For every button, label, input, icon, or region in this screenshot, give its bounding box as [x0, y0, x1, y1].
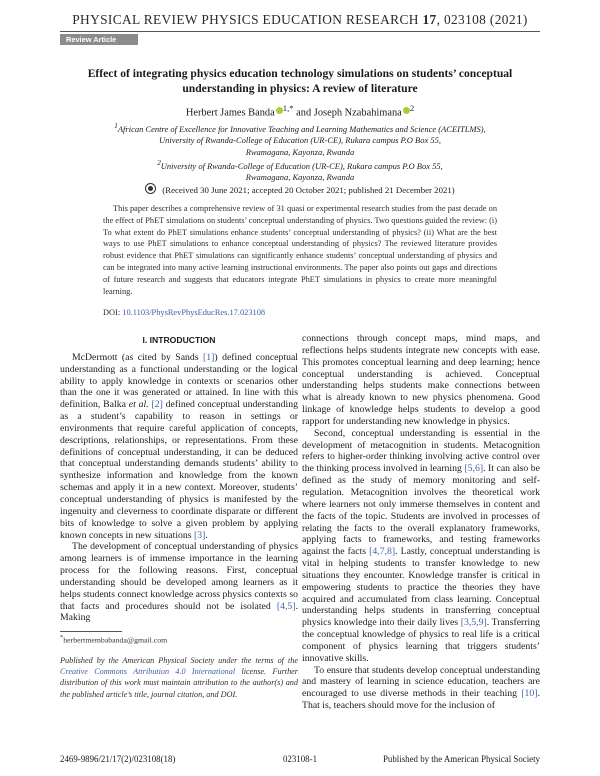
doi-line: [103, 308, 265, 317]
author-2-marks: 2: [409, 103, 415, 113]
text-run: Published by the American Physical Society under the terms of the: [60, 656, 298, 665]
footer-page-number: 023108-1: [282, 754, 318, 764]
text-run: . Lastly, conceptual understanding is vital in helping students to transfer knowledge to new situations they encounter. Knowledge transfer is critical in empowering students to practice the theories they have acquired and accumulated from class learning. Conceptual understanding helps students in transferring conceptual physics knowledge into their daily lives: [302, 546, 540, 629]
affiliation-2-line-1: University of Rwanda-College of Education (UR-CE), Rukara campus P.O Box 55,: [160, 160, 443, 171]
citation-link[interactable]: [4,5]: [276, 600, 296, 612]
history-text: (Received 30 June 2021; accepted 20 October 2021; published 21 December 2021): [162, 185, 455, 195]
abstract: This paper describes a comprehensive review of 31 quasi or experimental research studies from the past decade on the effect of PhET simulations on students’ conceptual understanding of physics. Two questions guided the review: (i) To what extent do PhET simulations enhance students’ conceptual understanding of physics? (ii) What are the best ways to use PhET simulations to enhance conceptual understanding of physics? The reviewed literature provides robust evidence that PhET simulations can significantly enhance students’ conceptual understanding of physics and can be integrated into many active learning instructional environments. The paper also points out gaps and directions of future research and suggests that educators integrate PhET simulations in physics to create more meaningful learning.: [103, 204, 497, 296]
doi-link[interactable]: 10.1103/PhysRevPhysEducRes.17.023108: [122, 308, 266, 317]
text-run: McDermott (as cited by Sands: [72, 351, 204, 363]
text-run: . That is, teachers should move for the inclusion of: [302, 688, 540, 712]
article-title: [60, 66, 540, 96]
text-run: .: [205, 529, 208, 541]
citation-link[interactable]: [3]: [194, 529, 206, 541]
publication-history: [60, 183, 540, 195]
paragraph: [302, 428, 540, 665]
journal-issue-info: , 023108 (2021): [436, 12, 528, 27]
affiliation-2: [60, 158, 540, 172]
affiliations: [60, 121, 540, 184]
text-run: . It can also be defined as the study of memory monitoring and self-regulation. Metacognition involves the theoretical work where learners not only immerse themselves in content and the facts of the topic. Students are involved in processes of relating the facts to the overall explanatory frameworks, applying facts to frameworks, and testing frameworks against the facts: [302, 463, 540, 558]
text-run: . Transferring the conceptual knowledge of physics to real life is a critical component of physics learning that triggers students’ innovative skills.: [302, 617, 540, 664]
text-run: ) defined conceptual understanding as a functional understanding or the logical ability to apply knowledge in contexts or scenarios other than the one it was generated or attained. In line with this definition, Balka: [60, 351, 298, 411]
affiliation-1-line-3: Rwamagana, Kayonza, Rwanda: [245, 146, 355, 157]
title-line-1: Effect of integrating physics education technology simulations on students’ conceptual: [87, 67, 513, 80]
article-type-label: Review Article: [60, 34, 138, 45]
paragraph: connections through concept maps, mind maps, and reflections helps students integrate new concepts with ease. This promotes conceptual learning and deep learning; hence conceptual understanding is achieved. Conceptual understanding helps students make connections between what is already known to new physics phenomena. Good linkage of knowledge helps students to develop a good rapport for understanding new knowledge in physics.: [302, 333, 540, 427]
citation-link[interactable]: [3,5,9]: [460, 617, 487, 629]
footer-publisher: Published by the American Physical Society: [382, 754, 540, 764]
citation-link[interactable]: [4,7,8]: [369, 546, 396, 558]
text-run: To ensure that students develop conceptual understanding and mastery of learning in science education, teachers are encouraged to use diverse methods in their teaching: [302, 664, 540, 700]
orcid-icon[interactable]: [276, 107, 283, 114]
footnote-mark: *: [60, 634, 64, 641]
affiliation-2-number: 2: [157, 159, 161, 168]
affiliation-1: [60, 121, 540, 135]
author-1-name[interactable]: Herbert James Banda: [185, 107, 275, 119]
footnote-rule: [60, 631, 122, 632]
journal-name: PHYSICAL REVIEW PHYSICS EDUCATION RESEARCH: [72, 12, 419, 27]
affiliation-1-line-1: African Centre of Excellence for Innovative Teaching and Learning Mathematics and Science (ACEITLMS),: [117, 123, 486, 134]
doi-label: DOI:: [103, 308, 121, 317]
history-icon[interactable]: [145, 183, 156, 194]
license-note: [60, 655, 298, 700]
section-heading: I. INTRODUCTION: [142, 335, 216, 345]
title-line-2: understanding in physics: A review of literature: [182, 82, 418, 95]
author-2-name[interactable]: Joseph Nzabahimana: [313, 107, 402, 119]
text-run: defined conceptual understanding as a student’s capability to reason in settings or environments that require careful application of concepts, descriptions, relationships, or representations. From these definitions of conceptual understanding, it can be deduced that conceptual understanding demands students’ ability to synthesize information and knowledge from the known schemas and apply it in a new context. Moreover, students’ conceptual understanding of physics is manifested by the ingenuity and cleverness to coordinate disparate or different bits of knowledge to solve a given problem by applying known concepts in new situations: [60, 399, 299, 541]
header-rule: [60, 31, 540, 32]
footnote: [60, 634, 167, 645]
orcid-icon[interactable]: [403, 107, 410, 114]
affiliation-1-number: 1: [114, 122, 118, 130]
text-run: . Making: [60, 600, 298, 624]
paragraph: [60, 541, 298, 624]
journal-volume: 17: [422, 12, 437, 27]
paragraph: [60, 352, 298, 542]
citation-link[interactable]: [5,6]: [464, 463, 484, 475]
citation-link[interactable]: [1]: [203, 351, 215, 363]
author-conjunction: and: [296, 107, 312, 119]
text-run: The development of conceptual understanding of physics among learners is of immense importance in the learning process for the following reasons. First, conceptual understanding should be developed among learners as it helps students connect knowledge across physics contexts so that facts and procedures should not be isolated: [60, 541, 298, 612]
left-column: [60, 333, 298, 624]
footer-issn: 2469-9896/21/17(2)/023108(18): [60, 754, 176, 764]
author-1-marks: 1,*: [282, 103, 294, 113]
author-list: [60, 103, 540, 118]
journal-header: [0, 12, 600, 28]
affiliation-1-line-2: University of Rwanda-College of Education (UR-CE), Rukara campus P.O Box 55,: [159, 135, 441, 146]
corresponding-email[interactable]: herbertmembabanda@gmail.com: [63, 635, 168, 645]
license-link[interactable]: Creative Commons Attribution 4.0 International: [60, 667, 236, 677]
citation-link[interactable]: [2]: [151, 399, 163, 411]
text-run: Second, conceptual understanding is essential in the development of metacognition in students. Metacognition refers to higher-order thinking involving active control over the thinking process involved in learning: [302, 427, 540, 475]
text-run: license. Further distribution of this work must maintain attribution to the author(s) and the published article’s title, journal citation, and DOI.: [60, 667, 298, 699]
text-run: et al.: [128, 399, 149, 411]
affiliation-2-line-2: Rwamagana, Kayonza, Rwanda: [245, 172, 355, 183]
right-column: [302, 333, 540, 712]
citation-link[interactable]: [10]: [521, 688, 538, 700]
paragraph: [302, 665, 540, 712]
